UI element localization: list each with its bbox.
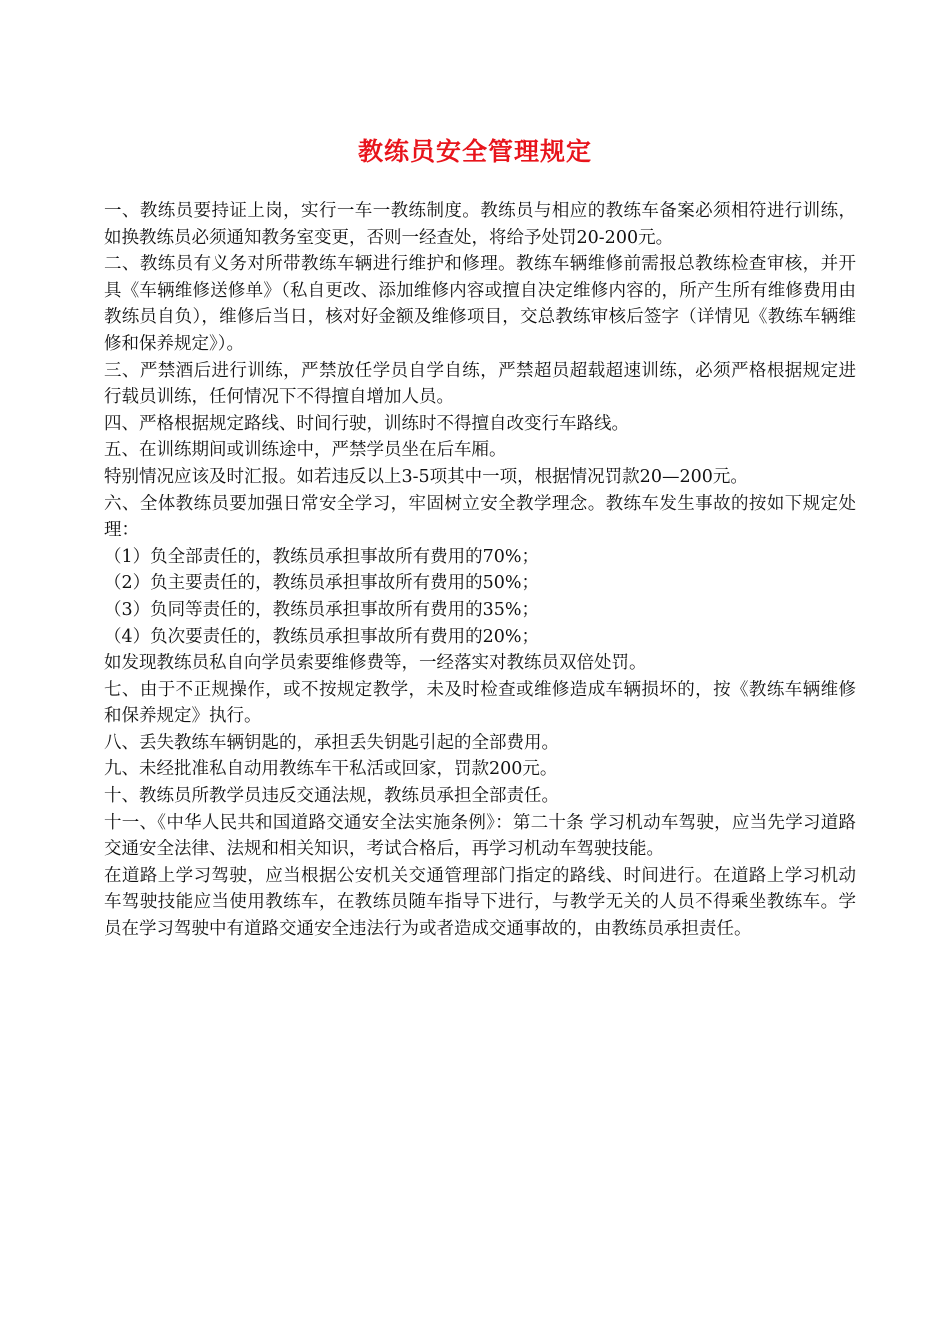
document-body bbox=[104, 198, 856, 943]
list-item-responsibility-main: （2）负主要责任的，教练员承担事故所有费用的50%； bbox=[104, 573, 540, 594]
paragraph-double-penalty: 如发现教练员私自向学员索要维修费等，一经落实对教练员双倍处罚。 bbox=[104, 653, 647, 674]
document-title: 教练员安全管理规定 bbox=[357, 137, 592, 166]
paragraph-10: 十、教练员所教学员违反交通法规，教练员承担全部责任。 bbox=[104, 786, 559, 807]
paragraph-1: 一、教练员要持证上岗，实行一车一教练制度。教练员与相应的教练车备案必须相符进行训练，如换教练员必须通知教务室变更，否则一经查处，将给予处罚20-200元。 bbox=[104, 201, 856, 248]
paragraph-11: 十一、《中华人民共和国道路交通安全法实施条例》：第二十条 学习机动车驾驶，应当先学习道路交通安全法律、法规和相关知识，考试合格后，再学习机动车驾驶技能。 bbox=[104, 812, 856, 860]
paragraph-5: 五、在训练期间或训练途中，严禁学员坐在后车厢。 bbox=[104, 440, 507, 461]
paragraph-9: 九、未经批准私自动用教练车干私活或回家，罚款200元。 bbox=[104, 759, 558, 780]
paragraph-7: 七、由于不正规操作，或不按规定教学，未及时检查或维修造成车辆损坏的，按《教练车辆维修和保养规定》执行。 bbox=[104, 679, 856, 727]
paragraph-4: 四、严格根据规定路线、时间行驶，训练时不得擅自改变行车路线。 bbox=[104, 413, 629, 434]
paragraph-2: 二、教练员有义务对所带教练车辆进行维护和修理。教练车辆维修前需报总教练检查审核，并开具《车辆维修送修单》（私自更改、添加维修内容或擅自决定维修内容的，所产生所有维修费用由教练员自负），维修后当日，核对好金额及维修项目，交总教练审核后签字（详情见《教练车辆维修和保养规定》）。 bbox=[104, 254, 856, 354]
paragraph-8: 八、丢失教练车辆钥匙的，承担丢失钥匙引起的全部费用。 bbox=[104, 732, 559, 753]
list-item-responsibility-full: （1）负全部责任的，教练员承担事故所有费用的70%； bbox=[104, 546, 540, 567]
paragraph-special-note: 特别情况应该及时汇报。如若违反以上3-5项其中一项，根据情况罚款20—200元。 bbox=[104, 466, 748, 487]
list-item-responsibility-equal: （3）负同等责任的，教练员承担事故所有费用的35%； bbox=[104, 599, 540, 620]
paragraph-road-learning: 在道路上学习驾驶，应当根据公安机关交通管理部门指定的路线、时间进行。在道路上学习机动车驾驶技能应当使用教练车，在教练员随车指导下进行，与教学无关的人员不得乘坐教练车。学员在学习驾驶中有道路交通安全违法行为或者造成交通事故的，由教练员承担责任。 bbox=[104, 865, 856, 940]
paragraph-3: 三、严禁酒后进行训练，严禁放任学员自学自练，严禁超员超载超速训练，必须严格根据规定进行载员训练，任何情况下不得擅自增加人员。 bbox=[104, 360, 856, 408]
list-item-responsibility-minor: （4）负次要责任的，教练员承担事故所有费用的20%； bbox=[104, 626, 540, 647]
paragraph-6: 六、全体教练员要加强日常安全学习，牢固树立安全教学理念。教练车发生事故的按如下规定处理： bbox=[104, 493, 856, 541]
